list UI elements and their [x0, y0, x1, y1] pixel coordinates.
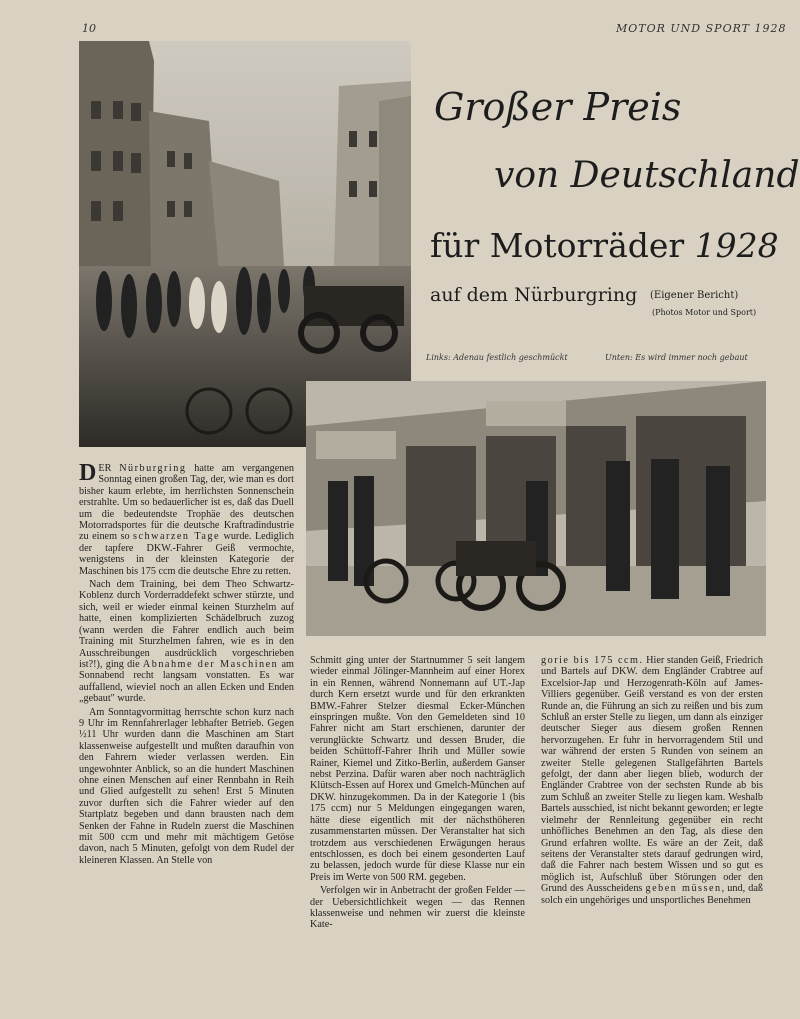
p1-end: wurde. Lediglich der tapfere DKW.-Fahrer Geiß vermochte, wenigstens in der kleinsten Kategorie der Maschinen bis 175 ccm die deutsche Ehre zu retten.: [79, 531, 295, 577]
article-title-line1: Großer Preis: [434, 85, 682, 129]
text-column-2: [310, 655, 525, 933]
running-header: MOTOR UND SPORT 1928: [616, 22, 787, 35]
caption-left: Links: Adenau festlich geschmückt: [426, 353, 568, 362]
p1-spaced-schwarzen: schwarzen Tage: [133, 531, 220, 543]
col2-paragraph-1: Schmitt ging unter der Startnummer 5 seit langem wieder einmal Jölinger-Mannheim auf einer Horex in ein Rennen, während Nonnemann auf UT.-Jap durch Kern ersetzt wurde und für den erkrankten BMW.-Fahrer Stelzer diesmal Ecker-München einspringen mußte. Von den Gemeldeten sind 10 Fahrer nicht am Start erschienen, darunter der verunglückte Schwartz und dessen Bruder, die beiden Schüttoff-Fahrer Ihrih und Müller sowie Rainer, Kiemel und Zitko-Berlin, außerdem Ganser nebst Perzina. Dafür waren aber noch nachträglich Klütsch-Essen auf Horex und Gmelch-München auf DKW. hinzugekommen. Da in der Kategorie 1 (bis 175 ccm) nur 5 Meldungen eingegangen waren, hätte diese eigentlich mit der nächsthöheren zusammenstarten müssen. Der Veranstalter hat sich trotzdem aus verschiedenen Erwägungen heraus entschlossen, es doch bei einem gesonderten Lauf zu belassen, jedoch wurde für diese Klasse nur ein Preis im Werte von 500 RM. gegeben.: [310, 655, 525, 883]
p1-start: ER: [98, 463, 120, 474]
col1-paragraph-1: [79, 460, 295, 577]
col1-paragraph-3: Am Sonntagvormittag herrschte schon kurz nach 9 Uhr im Rennfahrerlager lebhafter Betrieb. Gegen ½11 Uhr wurden dann die Maschinen am Start klassenweise aufgestellt und mußten daraufhin von den Fahrern wieder verlassen werden. Ein ungewohnter Anblick, so an die hundert Maschinen ohne einen Menschen auf einer Rennbahn in Reih und Glied aufgestellt zu sehen! Erst 5 Minuten zuvor durften sich die Fahrer wieder auf den Startplatz begeben und dann brausten nach dem Senken der Fahne in Rudeln zuerst die Maschinen mit 500 ccm und mehr mit mächtigem Getöse davon, nach 5 Minuten, gefolgt von dem Rudel der kleineren Klassen. An Stelle von: [79, 706, 294, 866]
col3-end: , und, daß solch ein ungehöriges und unsportliches Benehmen: [541, 883, 763, 906]
text-column-1: [79, 460, 295, 868]
p1-text: hatte am vergangenen Sonntag einen großen Tag, der, wie man es dort bisher kaum erlebte, im herrlichsten Sonnenschein erstrahlte. Um so bedauerlicher ist es, daß das Duell um die bedeutendste Trophäe des deutschen Motorradsportes für die deutsche Kraftradindustrie zu einem so: [79, 463, 294, 543]
caption-right: Unten: Es wird immer noch gebaut: [605, 353, 748, 362]
col3-spaced-kategorie: gorie bis 175 ccm.: [541, 655, 644, 666]
p2-spaced: Abnahme der Maschinen: [142, 658, 279, 670]
title-motorraeder: für Motorräder: [430, 226, 685, 265]
byline: (Eigener Bericht): [650, 290, 739, 301]
drop-cap: D: [79, 460, 97, 486]
title-year: 1928: [694, 226, 779, 265]
article-title-line2: von Deutschland: [494, 155, 800, 196]
text-column-3: [541, 655, 763, 908]
col3-paragraph-1: [541, 655, 763, 906]
page-number: 10: [82, 22, 96, 35]
col3-spaced-geben: geben müssen: [645, 883, 722, 895]
photo-credit: (Photos Motor und Sport): [652, 308, 757, 317]
p2-b: am Sonnabend recht langsam vonstatten. Es war auffallend, wieviel noch an allen Ecken und Enden „gebaut" wurde.: [79, 658, 294, 705]
p2-a: Nach dem Training, bei dem Theo Schwartz-Koblenz durch Vorderraddefekt schwer stürzte, und sich, weil er wieder einmal keinen Sturzhelm auf hatte, einen komplizierten Schädelbruch zuzog (wann werden die Fahrer endlich auch beim Training mit Sturzhelmen fahren, wie es in den Ausschreibungen ausdrücklich vorgeschrieben ist?!), ging die: [79, 579, 294, 670]
col2-paragraph-2: Verfolgen wir in Anbetracht der großen Felder — der Uebersichtlichkeit wegen — das Rennen klassenweise und nehmen wir zuerst die kleinste Kate-: [310, 885, 525, 931]
garage-scene-image: [306, 381, 766, 636]
p1-spaced-nuerburgring: Nürburgring: [119, 463, 187, 474]
article-subtitle: auf dem Nürburgring: [430, 284, 638, 306]
col1-paragraph-2: [79, 579, 294, 704]
col3-text: Hier standen Geiß, Friedrich und Bartels auf DKW. dem Engländer Crabtree auf Excelsior-Jap und Herzogenrath-Köln auf James-Villiers gegenüber. Geiß verstand es von der ersten Runde an, die Führung an sich zu reißen und bis zum Schluß an erster Stelle zu liegen, um dann als einziger deutscher Sieger aus diesem großen Rennen hervorzugehen. Er fuhr in hervorragendem Stil und war während der ersten 5 Runden von seinem an zweiter Stelle gelegenen Stallgefährten Bartels gefolgt, der dann aber liegen blieb, wodurch der Engländer Crabtree von der sechsten Runde ab bis zum Schluß an zweiter Stelle zu liegen kam. Weshalb Bartels ausschied, ist nicht bekannt geworden; er legte vielmehr der Rennleitung gegenüber ein recht unhöfliches Benehmen an den Tag, als diese den Grund erfahren wollte. Es wäre an der Zeit, daß seitens der Veranstalter stets darauf gedrungen wird, daß die Fahrer nach bestem Wissen und so gut es möglich ist, Aufschluß über Störungen oder den Grund des Ausscheidens: [541, 655, 763, 895]
article-title-line3: [430, 226, 779, 265]
photo-garages: [306, 381, 766, 636]
